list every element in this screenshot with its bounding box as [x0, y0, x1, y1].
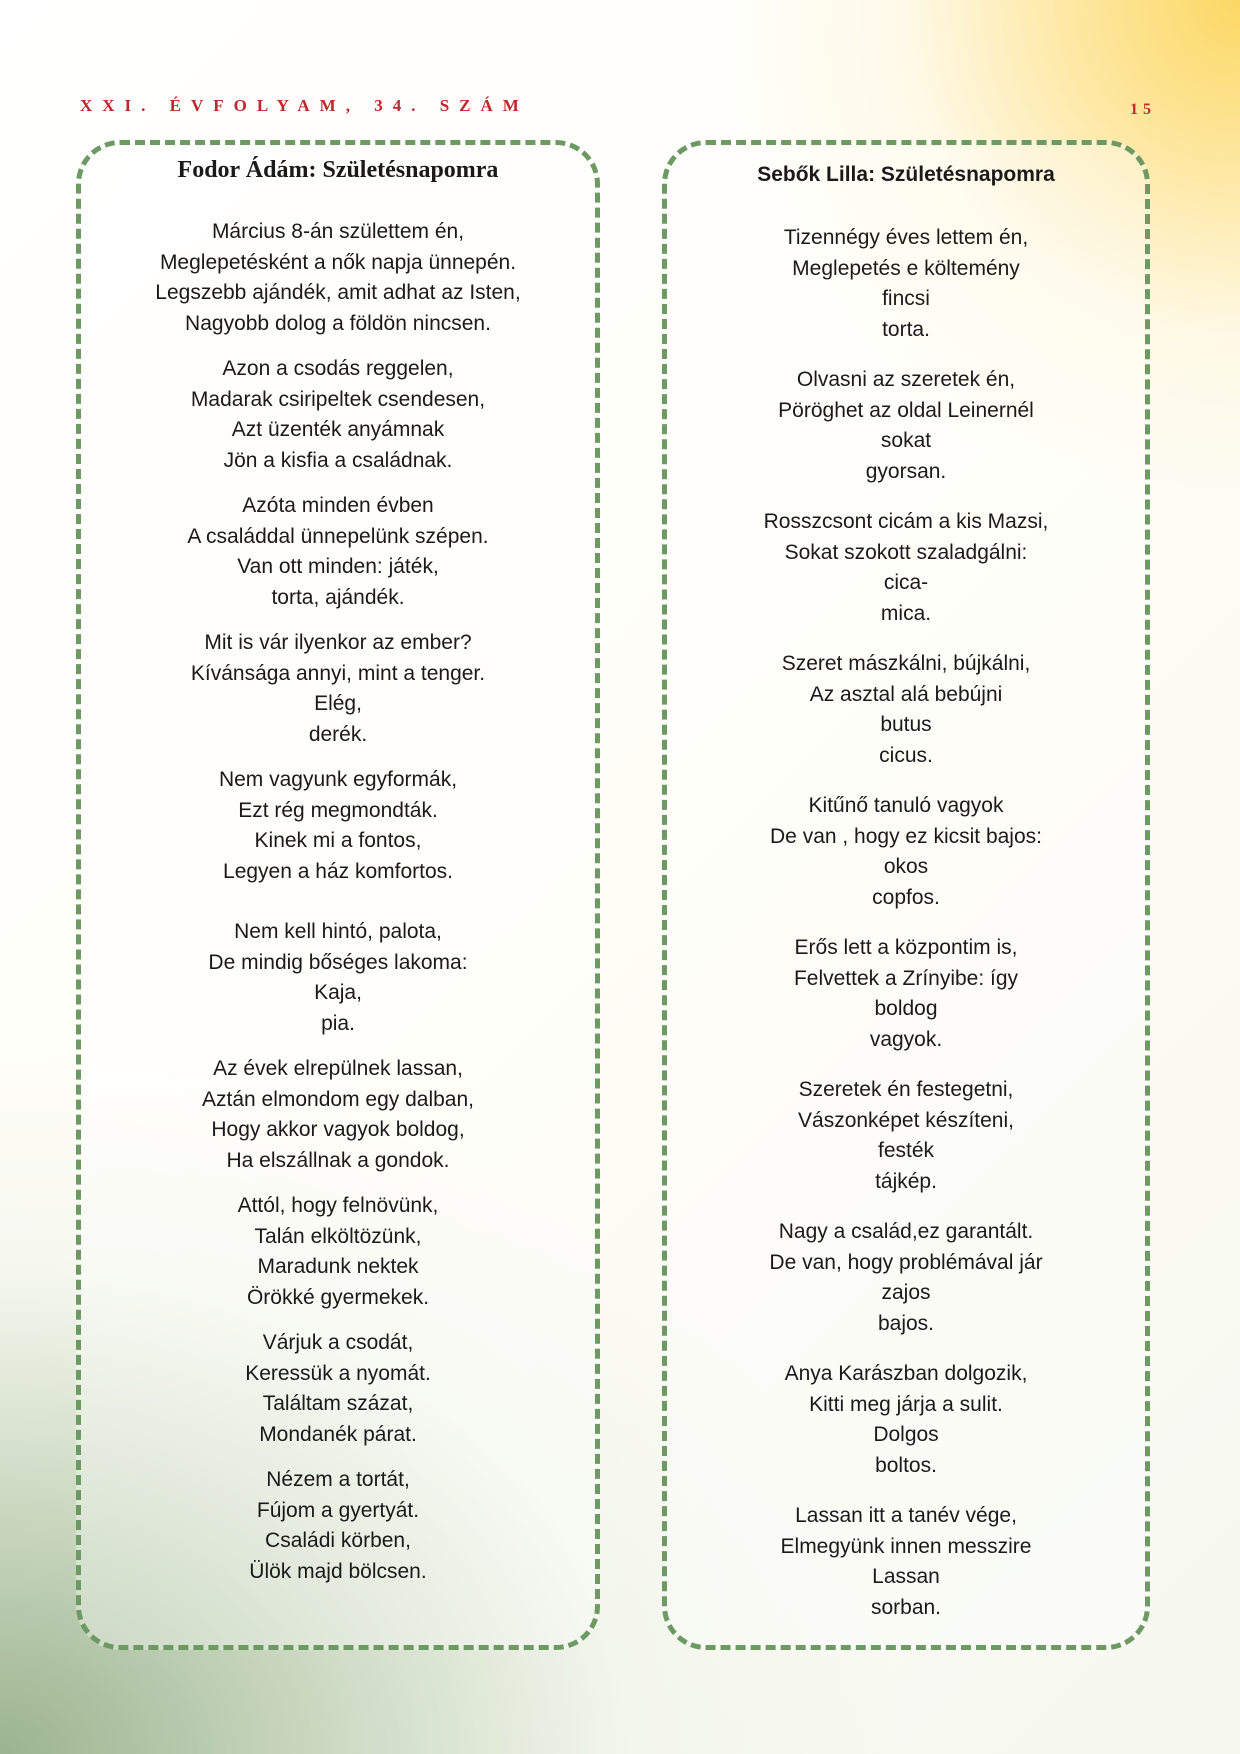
poem-line: Anya Karászban dolgozik,	[784, 1362, 1028, 1385]
poem-line: Az évek elrepülnek lassan,	[213, 1057, 463, 1080]
poem-line: Nem kell hintó, palota,	[234, 920, 442, 943]
stanza	[667, 1501, 1145, 1623]
poem-line: Kinek mi a fontos,	[254, 829, 422, 852]
poem-line: torta.	[882, 317, 930, 341]
poem-line: cicus.	[879, 743, 933, 767]
stanza	[81, 217, 595, 339]
poem-line: Rosszcsont cicám a kis Mazsi,	[763, 510, 1049, 533]
poem-line: gyorsan.	[865, 459, 947, 483]
poem-line: Keressük a nyomát.	[245, 1361, 431, 1385]
poem-line: Hogy akkor vagyok boldog,	[211, 1118, 465, 1141]
poem-line: Nézem a tortát,	[266, 1468, 410, 1491]
poem-line: De mindig bőséges lakoma:	[208, 950, 468, 974]
poem-line: Maradunk nektek	[257, 1255, 419, 1278]
poem-line: Örökké gyermekek.	[246, 1285, 430, 1309]
poem-line: Talán elköltözünk,	[254, 1224, 422, 1248]
poem-line: Tizennégy éves lettem én,	[783, 226, 1029, 249]
poem-line: Dolgos	[873, 1423, 939, 1446]
poem-line: Sokat szokott szaladgálni:	[784, 540, 1028, 564]
poem-line: Pöröghet az oldal Leinernél	[778, 398, 1034, 422]
poem-line: Kitti meg járja a sulit.	[809, 1392, 1003, 1416]
poem-line: Találtam százat,	[262, 1392, 414, 1415]
poem-line: De van, hogy problémával jár	[769, 1250, 1043, 1274]
poem-line: vagyok.	[869, 1027, 943, 1051]
poem-line: zajos	[881, 1281, 931, 1304]
poem-line: Vászonképet készíteni,	[798, 1108, 1014, 1132]
poem-line: Ha elszállnak a gondok.	[226, 1148, 450, 1172]
poem-line: Elég,	[314, 692, 362, 715]
poem-line: Nagyobb dolog a földön nincsen.	[185, 311, 491, 335]
poem-line: Elmegyünk innen messzire	[780, 1534, 1032, 1558]
poem-line: Meglepetés e költemény	[792, 256, 1020, 280]
poem-line: Ezt rég megmondták.	[238, 798, 438, 822]
stanza	[81, 491, 595, 613]
poem-line: Mit is vár ilyenkor az ember?	[204, 631, 472, 654]
stanza	[81, 628, 595, 750]
poem-line: Attól, hogy felnövünk,	[237, 1194, 439, 1217]
poem-line: Mondanék párat.	[259, 1422, 417, 1446]
issue-header: XXI. ÉVFOLYAM, 34. SZÁM	[80, 96, 529, 115]
poem-line: bajos.	[877, 1311, 935, 1335]
poem-line: boltos.	[875, 1453, 937, 1477]
poem-line: Szeretek én festegetni,	[798, 1078, 1014, 1101]
poem-line: Legszebb ajándék, amit adhat az Isten,	[155, 281, 521, 304]
poem-line: Azon a csodás reggelen,	[222, 357, 454, 380]
poem-line: Ülök majd bölcsen.	[249, 1559, 427, 1583]
poem-line: Felvettek a Zrínyibe: így	[793, 966, 1019, 990]
stanza	[81, 765, 595, 887]
poem-line: Aztán elmondom egy dalban,	[201, 1087, 474, 1111]
poem-line: A családdal ünnepelünk szépen.	[187, 524, 489, 548]
poem-body	[667, 223, 1145, 1623]
poem-line: sorban.	[870, 1595, 942, 1619]
poem-line: Kaja,	[314, 981, 362, 1004]
poem-line: Azt üzenték anyámnak	[231, 418, 445, 441]
poem-line: okos	[883, 855, 929, 878]
poem-line: Erős lett a központim is,	[794, 936, 1018, 959]
poem-line: Családi körben,	[265, 1529, 411, 1552]
stanza	[667, 933, 1145, 1055]
poem-line: Nem vagyunk egyformák,	[218, 768, 458, 791]
page-number: 15	[1130, 101, 1156, 118]
poem-line: Fújom a gyertyát.	[256, 1498, 420, 1522]
stanza	[81, 1054, 595, 1176]
poem-line: Lassan itt a tanév vége,	[795, 1504, 1017, 1527]
poem-line: Lassan	[872, 1565, 940, 1588]
stanza	[667, 223, 1145, 345]
poem-line: Azóta minden évben	[242, 494, 434, 517]
poem-title: Fodor Ádám: Születésnapomra	[177, 157, 499, 183]
stanza	[667, 649, 1145, 771]
poem-line: Szeret mászkálni, bújkálni,	[781, 652, 1031, 675]
poem-line: pia.	[321, 1011, 355, 1035]
stanza	[81, 1191, 595, 1313]
poem-line: Március 8-án születtem én,	[211, 220, 465, 243]
poem-line: copfos.	[872, 885, 940, 909]
poem-line: mica.	[880, 601, 932, 625]
poem-line: derék.	[308, 722, 368, 746]
stanza	[667, 365, 1145, 487]
poem-line: Az asztal alá bebújni	[809, 682, 1003, 706]
poem-line: Kitűnő tanuló vagyok	[808, 794, 1004, 817]
poem-line: boldog	[874, 997, 938, 1020]
poem-box-right	[662, 140, 1150, 1650]
stanza	[81, 1465, 595, 1587]
poem-line: festék	[877, 1139, 935, 1162]
poem-line: tájkép.	[875, 1169, 937, 1193]
poem-line: Meglepetésként a nők napja ünnepén.	[159, 250, 517, 274]
stanza	[667, 1075, 1145, 1197]
poem-line: Nagy a család,ez garantált.	[778, 1220, 1034, 1243]
stanza	[81, 917, 595, 1039]
poem-line: Madarak csiripeltek csendesen,	[190, 387, 486, 411]
stanza	[667, 1217, 1145, 1339]
poem-line: Jön a kisfia a családnak.	[223, 448, 453, 472]
stanza	[81, 354, 595, 476]
poem-line: butus	[880, 713, 932, 736]
poem-line: sokat	[880, 429, 932, 452]
poem-line: Várjuk a csodát,	[262, 1331, 414, 1354]
poem-line: Legyen a ház komfortos.	[223, 859, 453, 883]
poem-line: Kívánsága annyi, mint a tenger.	[190, 661, 486, 685]
poem-title: Sebők Lilla: Születésnapomra	[757, 163, 1055, 186]
poem-body	[81, 217, 595, 1587]
poem-line: torta, ajándék.	[271, 585, 405, 609]
poem-line: Olvasni az szeretek én,	[796, 368, 1016, 391]
poem-line: Van ott minden: játék,	[237, 555, 439, 578]
stanza	[667, 507, 1145, 629]
stanza	[667, 791, 1145, 913]
stanza	[81, 1328, 595, 1450]
poem-box-left	[76, 140, 600, 1650]
poem-line: De van , hogy ez kicsit bajos:	[770, 824, 1042, 848]
poem-line: fincsi	[882, 287, 930, 310]
poem-line: cica-	[883, 571, 929, 594]
stanza	[667, 1359, 1145, 1481]
